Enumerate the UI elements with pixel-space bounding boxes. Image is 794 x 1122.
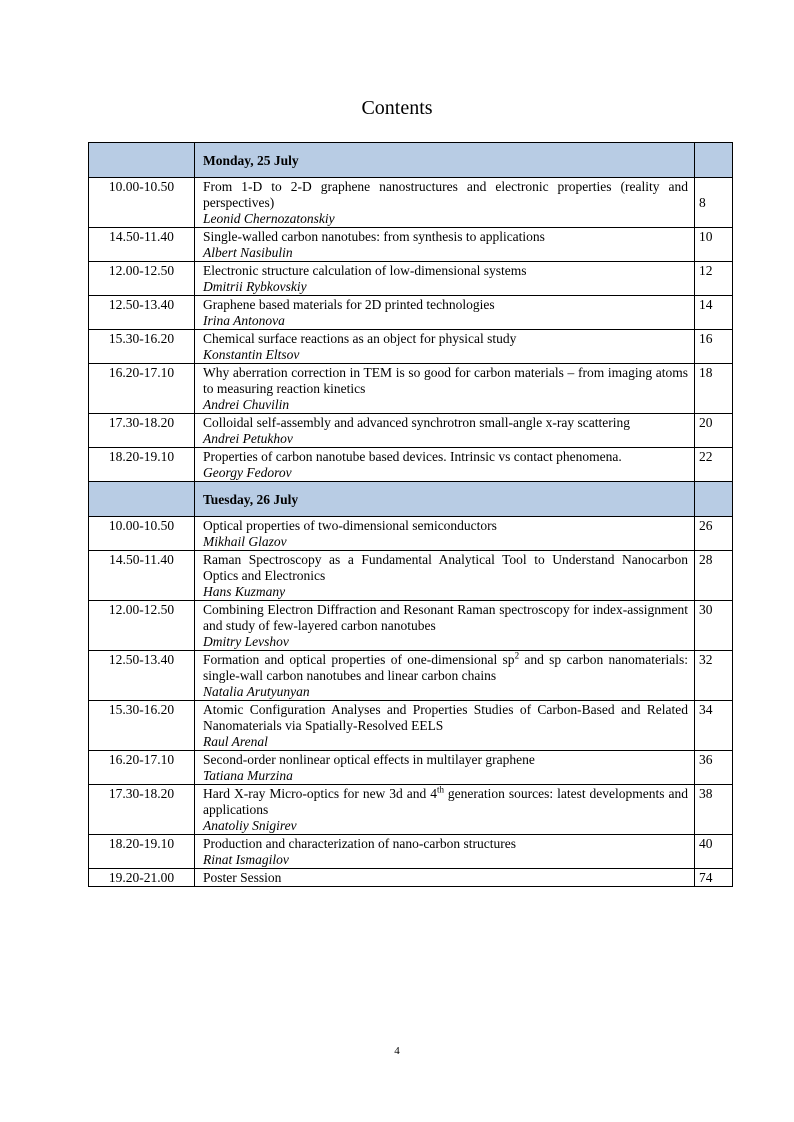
talk-title: Properties of carbon nanotube based devices. Intrinsic vs contact phenomena. — [203, 449, 622, 464]
talk-description — [195, 751, 695, 785]
talk-speaker: Tatiana Murzina — [203, 768, 293, 783]
talk-speaker: Anatoliy Snigirev — [203, 818, 297, 833]
talk-title: Chemical surface reactions as an object for physical study — [203, 331, 517, 346]
talk-page-number: 38 — [695, 785, 733, 835]
talk-row — [89, 414, 733, 448]
talk-description — [195, 178, 695, 228]
talk-description — [195, 517, 695, 551]
talk-speaker: Rinat Ismagilov — [203, 852, 289, 867]
contents-table — [88, 142, 733, 887]
talk-description — [195, 296, 695, 330]
talk-page-number: 32 — [695, 651, 733, 701]
talk-description — [195, 448, 695, 482]
talk-row — [89, 364, 733, 414]
talk-title: Poster Session — [203, 870, 282, 885]
talk-row — [89, 178, 733, 228]
talk-time: 16.20-17.10 — [89, 751, 195, 785]
talk-row — [89, 785, 733, 835]
talk-time: 18.20-19.10 — [89, 448, 195, 482]
talk-row — [89, 751, 733, 785]
talk-time: 15.30-16.20 — [89, 701, 195, 751]
day-header-time-cell — [89, 143, 195, 178]
talk-page-number: 20 — [695, 414, 733, 448]
talk-title-superscript: 2 — [514, 650, 520, 661]
talk-page-number: 74 — [695, 869, 733, 887]
talk-description — [195, 601, 695, 651]
talk-row — [89, 228, 733, 262]
talk-speaker: Dmitry Levshov — [203, 634, 289, 649]
talk-row — [89, 651, 733, 701]
talk-title: Second-order nonlinear optical effects in multilayer graphene — [203, 752, 535, 767]
talk-speaker: Albert Nasibulin — [203, 245, 293, 260]
talk-description — [195, 364, 695, 414]
talk-description — [195, 701, 695, 751]
talk-title-superscript: th — [436, 784, 444, 795]
talk-description — [195, 330, 695, 364]
talk-title: Electronic structure calculation of low-dimensional systems — [203, 263, 527, 278]
talk-speaker: Irina Antonova — [203, 313, 285, 328]
day-header-page-cell — [695, 143, 733, 178]
talk-time: 12.50-13.40 — [89, 651, 195, 701]
talk-title — [203, 652, 688, 684]
talk-speaker: Raul Arenal — [203, 734, 268, 749]
talk-page-number: 28 — [695, 551, 733, 601]
talk-page-number: 22 — [695, 448, 733, 482]
talk-time: 18.20-19.10 — [89, 835, 195, 869]
talk-speaker: Hans Kuzmany — [203, 584, 286, 599]
talk-title: Production and characterization of nano-carbon structures — [203, 836, 516, 851]
talk-time: 16.20-17.10 — [89, 364, 195, 414]
talk-title: Colloidal self-assembly and advanced synchrotron small-angle x-ray scattering — [203, 415, 630, 430]
talk-speaker: Andrei Chuvilin — [203, 397, 290, 412]
talk-page-number: 30 — [695, 601, 733, 651]
talk-title-part: Hard X-ray Micro-optics for new 3d and 4 — [203, 786, 437, 801]
talk-page-number: 26 — [695, 517, 733, 551]
page-title: Contents — [361, 97, 433, 119]
contents-table-body — [89, 143, 733, 887]
talk-time: 10.00-10.50 — [89, 178, 195, 228]
talk-time: 10.00-10.50 — [89, 517, 195, 551]
talk-title: From 1-D to 2-D graphene nanostructures and electronic properties (reality and perspectives) — [203, 179, 688, 210]
talk-row — [89, 262, 733, 296]
talk-page-number: 14 — [695, 296, 733, 330]
talk-speaker: Andrei Petukhov — [203, 431, 293, 446]
talk-title — [203, 786, 688, 818]
talk-page-number: 8 — [695, 178, 733, 228]
talk-row — [89, 330, 733, 364]
day-header-label: Tuesday, 26 July — [195, 482, 695, 517]
talk-time: 19.20-21.00 — [89, 869, 195, 887]
talk-row — [89, 448, 733, 482]
day-header-row — [89, 482, 733, 517]
talk-description — [195, 551, 695, 601]
talk-time: 17.30-18.20 — [89, 414, 195, 448]
talk-speaker: Natalia Arutyunyan — [203, 684, 310, 699]
talk-row — [89, 517, 733, 551]
talk-title-part: and sp carbon nanomaterials: single-wall carbon nanotubes and linear carbon chains — [203, 652, 689, 683]
talk-page-number: 40 — [695, 835, 733, 869]
talk-title: Why aberration correction in TEM is so good for carbon materials – from imaging atoms to measuring reaction kinetics — [203, 365, 688, 396]
talk-title: Graphene based materials for 2D printed technologies — [203, 297, 495, 312]
talk-speaker: Leonid Chernozatonskiy — [203, 211, 335, 226]
day-header-label: Monday, 25 July — [195, 143, 695, 178]
talk-page-number: 10 — [695, 228, 733, 262]
talk-page-number: 16 — [695, 330, 733, 364]
talk-page-number: 36 — [695, 751, 733, 785]
talk-description — [195, 869, 695, 887]
talk-row — [89, 701, 733, 751]
talk-time: 12.00-12.50 — [89, 601, 195, 651]
talk-time: 17.30-18.20 — [89, 785, 195, 835]
day-header-page-cell — [695, 482, 733, 517]
talk-time: 12.00-12.50 — [89, 262, 195, 296]
talk-description — [195, 262, 695, 296]
talk-title: Atomic Configuration Analyses and Properties Studies of Carbon-Based and Related Nanomaterials via Spatially-Resolved EELS — [203, 702, 688, 733]
talk-title: Single-walled carbon nanotubes: from synthesis to applications — [203, 229, 545, 244]
talk-row — [89, 551, 733, 601]
talk-speaker: Dmitrii Rybkovskiy — [203, 279, 307, 294]
talk-time: 12.50-13.40 — [89, 296, 195, 330]
talk-title: Combining Electron Diffraction and Resonant Raman spectroscopy for index-assignment and study of few-layered carbon nanotubes — [203, 602, 688, 633]
talk-row — [89, 835, 733, 869]
talk-title: Raman Spectroscopy as a Fundamental Analytical Tool to Understand Nanocarbon Optics and Electronics — [203, 552, 688, 583]
day-header-time-cell — [89, 482, 195, 517]
talk-speaker: Mikhail Glazov — [203, 534, 287, 549]
talk-time: 15.30-16.20 — [89, 330, 195, 364]
talk-title-part: Formation and optical properties of one-dimensional sp — [203, 652, 515, 667]
talk-description — [195, 835, 695, 869]
talk-row — [89, 601, 733, 651]
talk-time: 14.50-11.40 — [89, 228, 195, 262]
talk-description — [195, 228, 695, 262]
talk-description — [195, 651, 695, 701]
day-header-row — [89, 143, 733, 178]
talk-page-number: 12 — [695, 262, 733, 296]
talk-title-part: generation sources: latest developments and applications — [203, 786, 688, 817]
talk-page-number: 34 — [695, 701, 733, 751]
talk-title: Optical properties of two-dimensional semiconductors — [203, 518, 497, 533]
talk-description — [195, 785, 695, 835]
talk-row — [89, 296, 733, 330]
talk-speaker: Konstantin Eltsov — [203, 347, 300, 362]
talk-row — [89, 869, 733, 887]
talk-time: 14.50-11.40 — [89, 551, 195, 601]
talk-speaker: Georgy Fedorov — [203, 465, 292, 480]
page-number: 4 — [394, 1045, 400, 1057]
talk-page-number: 18 — [695, 364, 733, 414]
talk-description — [195, 414, 695, 448]
